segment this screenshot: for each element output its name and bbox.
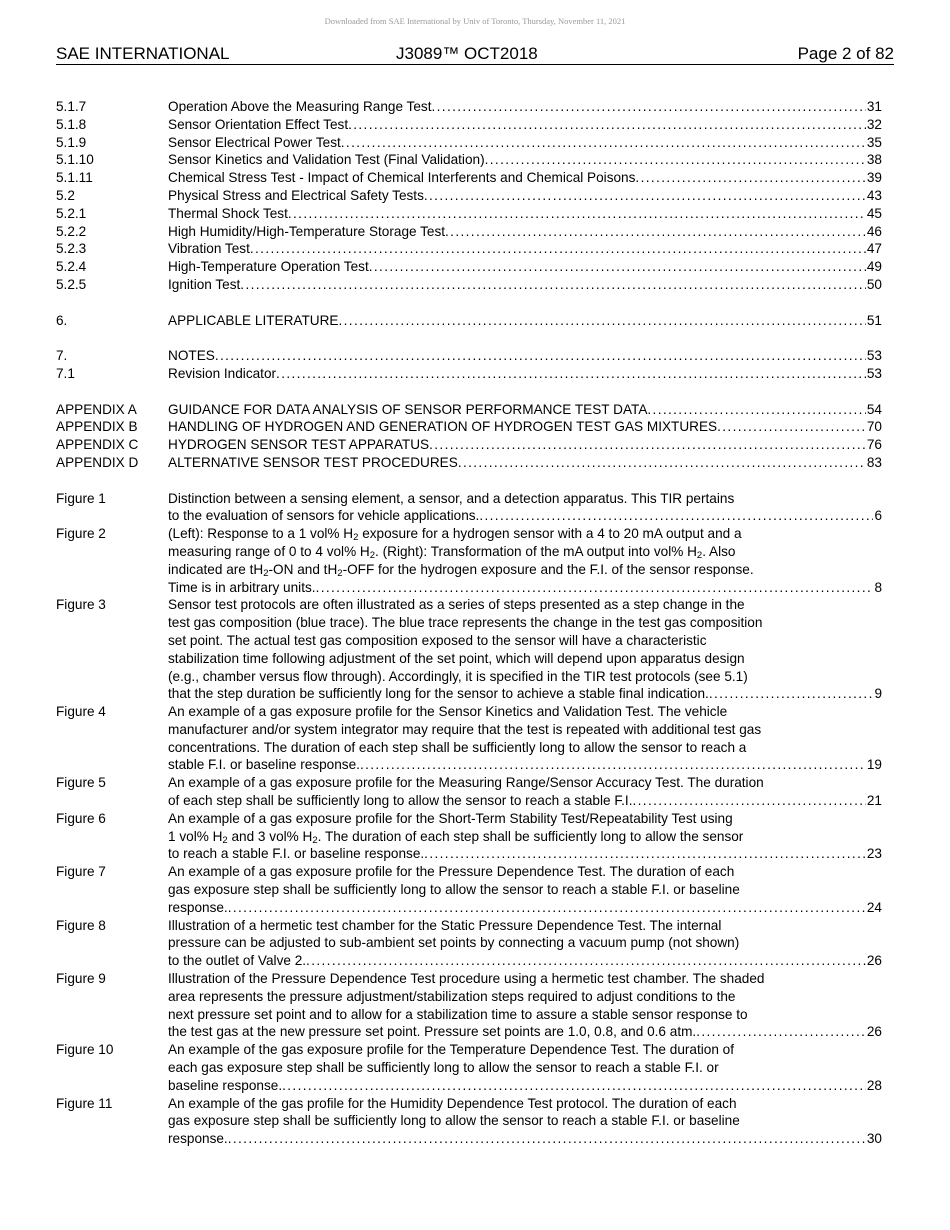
- figure-caption-line: Distinction between a sensing element, a sensor, and a detection apparatus. This TIR pertains: [168, 490, 735, 506]
- toc-row[interactable]: [56, 169, 882, 187]
- figure-page: 19: [866, 757, 882, 773]
- leader-dots: [276, 365, 866, 383]
- toc-page: 45: [866, 205, 882, 221]
- toc-number: 7.: [56, 348, 68, 364]
- leader-dots: [360, 756, 866, 774]
- table-of-contents: [56, 98, 882, 1148]
- toc-row[interactable]: [56, 365, 882, 383]
- figure-caption-line: gas exposure step shall be sufficiently long to allow the sensor to reach a stable F.I. or baseline: [168, 1113, 740, 1129]
- header-org: SAE INTERNATIONAL: [56, 44, 230, 63]
- figure-caption-line: of each step shall be sufficiently long to allow the sensor to reach a stable F.I.: [168, 793, 633, 809]
- leader-dots: [341, 134, 866, 152]
- toc-title: Sensor Kinetics and Validation Test (Final Validation): [168, 152, 485, 168]
- page-header: [56, 44, 894, 65]
- figure-caption-line: set point. The actual test gas composition exposed to the sensor will have a characteristic: [168, 632, 707, 648]
- figure-caption-line: An example of a gas exposure profile for the Short-Term Stability Test/Repeatability Test using: [168, 810, 733, 826]
- leader-dots: [632, 792, 865, 810]
- toc-figure-row[interactable]: [56, 810, 882, 863]
- leader-dots: [709, 685, 874, 703]
- figure-caption-line: stabilization time following adjustment of the set point, which will depend upon apparatus design: [168, 650, 745, 666]
- figure-caption-line: gas exposure step shall be sufficiently long to allow the sensor to reach a stable F.I. or baseline: [168, 882, 740, 898]
- figure-caption-line: the test gas at the new pressure set point. Pressure set points are 1.0, 0.8, and 0.6 atm.: [168, 1024, 697, 1040]
- figure-caption-line: that the step duration be sufficiently long for the sensor to achieve a stable final indication.: [168, 686, 709, 702]
- leader-dots: [424, 845, 866, 863]
- toc-page: 51: [866, 312, 882, 328]
- leader-dots: [429, 436, 866, 454]
- figure-caption-line: response.: [168, 1131, 228, 1147]
- toc-page: 49: [866, 259, 882, 275]
- toc-row[interactable]: [56, 401, 882, 419]
- figure-page: 9: [874, 686, 882, 702]
- toc-page: 35: [866, 134, 882, 150]
- figure-page: 23: [866, 846, 882, 862]
- figure-caption-line: to the outlet of Valve 2.: [168, 953, 307, 969]
- toc-row[interactable]: [56, 205, 882, 223]
- toc-row[interactable]: [56, 223, 882, 241]
- toc-row[interactable]: [56, 347, 882, 365]
- leader-dots: [250, 240, 866, 258]
- toc-title: HYDROGEN SENSOR TEST APPARATUS: [168, 437, 430, 453]
- figure-number: Figure 6: [56, 810, 106, 826]
- leader-dots: [306, 952, 866, 970]
- leader-dots: [424, 187, 866, 205]
- toc-page: 39: [866, 170, 882, 186]
- figure-caption-line: to the evaluation of sensors for vehicle applications.: [168, 508, 480, 524]
- leader-dots: [485, 151, 866, 169]
- toc-title: ALTERNATIVE SENSOR TEST PROCEDURES: [168, 454, 458, 470]
- toc-number: 5.2.4: [56, 259, 87, 275]
- figure-page: 26: [866, 953, 882, 969]
- leader-dots: [635, 169, 865, 187]
- header-page-number: Page 2 of 82: [797, 44, 894, 63]
- figure-number: Figure 2: [56, 526, 106, 542]
- figure-caption-line: next pressure set point and to allow for a stabilization time to assure a stable sensor response to: [168, 1006, 748, 1022]
- leader-dots: [338, 312, 865, 330]
- toc-title: Sensor Electrical Power Test: [168, 134, 341, 150]
- toc-number: 5.2.5: [56, 276, 87, 292]
- leader-dots: [431, 98, 865, 116]
- figure-caption-line: An example of a gas exposure profile for the Sensor Kinetics and Validation Test. The vehicle: [168, 704, 728, 720]
- figure-page: 28: [866, 1077, 882, 1093]
- toc-title: GUIDANCE FOR DATA ANALYSIS OF SENSOR PERFORMANCE TEST DATA: [168, 401, 648, 417]
- figure-number: Figure 11: [56, 1095, 113, 1111]
- figure-page: 26: [866, 1024, 882, 1040]
- leader-dots: [445, 223, 866, 241]
- toc-figure-row[interactable]: [56, 970, 882, 1041]
- toc-page: 46: [866, 223, 882, 239]
- leader-dots: [282, 1077, 866, 1095]
- toc-number: 5.2.1: [56, 205, 87, 221]
- toc-title: High-Temperature Operation Test: [168, 259, 369, 275]
- toc-number: 5.1.7: [56, 99, 87, 114]
- leader-dots: [458, 454, 866, 472]
- toc-page: 31: [866, 99, 882, 114]
- figure-caption-line: test gas composition (blue trace). The blue trace represents the change in the test gas composition: [168, 615, 763, 631]
- toc-figure-row[interactable]: [56, 774, 882, 810]
- toc-title: Physical Stress and Electrical Safety Tests: [168, 187, 424, 203]
- figure-number: Figure 5: [56, 775, 106, 791]
- figure-caption-line: area represents the pressure adjustment/stabilization steps required to adjust conditions to the: [168, 988, 736, 1004]
- toc-row[interactable]: [56, 418, 882, 436]
- figure-number: Figure 8: [56, 917, 106, 933]
- toc-title: Chemical Stress Test - Impact of Chemical Interferents and Chemical Poisons: [168, 170, 636, 186]
- toc-title: High Humidity/High-Temperature Storage Test: [168, 223, 446, 239]
- toc-number: 5.1.10: [56, 152, 94, 168]
- toc-title: Thermal Shock Test: [168, 205, 288, 221]
- leader-dots: [647, 401, 865, 419]
- toc-page: 53: [866, 365, 882, 381]
- leader-dots: [316, 579, 874, 597]
- toc-title: Sensor Orientation Effect Test: [168, 116, 349, 132]
- toc-page: 54: [866, 401, 882, 417]
- figure-page: 21: [866, 793, 882, 809]
- toc-number: APPENDIX A: [56, 401, 137, 417]
- figure-caption-line: Sensor test protocols are often illustrated as a series of steps presented as a step change in the: [168, 597, 745, 613]
- leader-dots: [240, 276, 866, 294]
- leader-dots: [215, 347, 866, 365]
- toc-number: 5.2: [56, 187, 75, 203]
- toc-title: HANDLING OF HYDROGEN AND GENERATION OF HYDROGEN TEST GAS MIXTURES: [168, 419, 718, 435]
- figure-caption-line: (e.g., chamber versus flow through). Accordingly, it is specified in the TIR test protocols (see 5.1): [168, 668, 748, 684]
- download-watermark: Downloaded from SAE International by Univ of Toronto, Thursday, November 11, 2021: [324, 16, 626, 26]
- toc-number: 5.1.8: [56, 116, 87, 132]
- toc-figure-row[interactable]: [56, 525, 882, 596]
- toc-title: NOTES: [168, 348, 215, 364]
- toc-row[interactable]: [56, 276, 882, 294]
- toc-page: 70: [866, 419, 882, 435]
- figure-number: Figure 4: [56, 704, 106, 720]
- figure-caption-line: indicated are $tH_2-ON$ and $tH_2$-OFF for the hydrogen exposure and the F.I. of the sensor response.: [168, 561, 754, 579]
- toc-page: 83: [866, 454, 882, 470]
- toc-number: APPENDIX B: [56, 419, 138, 435]
- toc-figure-row[interactable]: [56, 490, 882, 526]
- toc-page: 50: [866, 276, 882, 292]
- figure-number: Figure 1: [56, 490, 106, 506]
- toc-row[interactable]: [56, 116, 882, 134]
- toc-number: 5.2.2: [56, 223, 87, 239]
- figure-number: Figure 7: [56, 864, 106, 880]
- figure-caption-line: pressure can be adjusted to sub-ambient set points by connecting a vacuum pump (not shown): [168, 935, 740, 951]
- figure-caption-line: baseline response.: [168, 1077, 283, 1093]
- toc-number: APPENDIX D: [56, 454, 139, 470]
- leader-dots: [696, 1023, 866, 1041]
- leader-dots: [228, 899, 866, 917]
- toc-group-sections-5: [56, 98, 882, 294]
- toc-figure-row[interactable]: [56, 917, 882, 970]
- toc-row[interactable]: [56, 151, 882, 169]
- figure-number: Figure 9: [56, 971, 106, 987]
- toc-figure-row[interactable]: [56, 1041, 882, 1094]
- figure-caption-line: response.: [168, 899, 228, 915]
- figure-caption-line: measuring range of 0 to 4 vol% $H_2$. (Right): Transformation of the mA output into vol% $H_2$. Also: [168, 543, 736, 561]
- toc-page: 38: [866, 152, 882, 168]
- toc-row[interactable]: [56, 436, 882, 454]
- toc-page: 47: [866, 241, 882, 257]
- toc-figure-row[interactable]: [56, 1095, 882, 1148]
- toc-title: Revision Indicator: [168, 365, 277, 381]
- toc-row[interactable]: [56, 98, 882, 116]
- figure-caption-line: concentrations. The duration of each step shall be sufficiently long to allow the sensor to reach a: [168, 739, 747, 755]
- toc-figure-row[interactable]: [56, 863, 882, 916]
- toc-page: 53: [866, 348, 882, 364]
- toc-title: APPLICABLE LITERATURE: [168, 312, 339, 328]
- toc-page: 43: [866, 187, 882, 203]
- figure-caption-line: An example of the gas exposure profile for the Temperature Dependence Test. The duration of: [168, 1042, 735, 1058]
- figure-caption-line: manufacturer and/or system integrator may require that the test is repeated with additional test gas: [168, 721, 762, 737]
- figure-page: 6: [874, 508, 882, 524]
- figure-caption-line: An example of a gas exposure profile for the Pressure Dependence Test. The duration of each: [168, 864, 735, 880]
- figure-number: Figure 3: [56, 597, 106, 613]
- toc-page: 76: [866, 437, 882, 453]
- figure-caption-line: Illustration of a hermetic test chamber for the Static Pressure Dependence Test. The internal: [168, 917, 722, 933]
- leader-dots: [479, 507, 873, 525]
- leader-dots: [348, 116, 866, 134]
- toc-title: Operation Above the Measuring Range Test: [168, 99, 432, 114]
- toc-row[interactable]: [56, 258, 882, 276]
- figure-caption-line: Illustration of the Pressure Dependence Test procedure using a hermetic test chamber. The shaded: [168, 971, 765, 987]
- figure-caption-line: each gas exposure step shall be sufficiently long to allow the sensor to reach a stable F.I. or: [168, 1060, 719, 1076]
- figure-caption-line: stable F.I. or baseline response.: [168, 757, 360, 773]
- leader-dots: [717, 418, 866, 436]
- figure-caption-line: (Left): Response to a 1 vol% $H_2$ exposure for a hydrogen sensor with a 4 to 20 mA output and a: [168, 526, 742, 544]
- figure-caption-line: An example of a gas exposure profile for the Measuring Range/Sensor Accuracy Test. The duration: [168, 775, 764, 791]
- toc-number: 6.: [56, 312, 68, 328]
- figure-page: 24: [866, 899, 882, 915]
- toc-page: 32: [866, 116, 882, 132]
- toc-number: 5.2.3: [56, 241, 87, 257]
- figure-number: Figure 10: [56, 1042, 114, 1058]
- toc-row[interactable]: [56, 134, 882, 152]
- toc-title: Ignition Test: [168, 276, 241, 292]
- toc-number: 7.1: [56, 365, 75, 381]
- leader-dots: [288, 205, 866, 223]
- leader-dots: [228, 1130, 866, 1148]
- toc-row[interactable]: [56, 312, 882, 330]
- toc-row[interactable]: [56, 240, 882, 258]
- figure-caption-line: Time is in arbitrary units.: [168, 579, 316, 595]
- figure-caption-line: 1 vol% $H_2$ and 3 vol% $H_2$. The duration of each step shall be sufficiently long to allow the sensor: [168, 828, 744, 846]
- figure-page: 30: [866, 1131, 882, 1147]
- header-doc-id: J3089™ OCT2018: [396, 44, 538, 63]
- toc-title: Vibration Test: [168, 241, 250, 257]
- toc-figure-row[interactable]: [56, 596, 882, 703]
- figure-caption-line: to reach a stable F.I. or baseline response.: [168, 846, 425, 862]
- toc-number: 5.1.11: [56, 170, 93, 186]
- figure-caption-line: An example of the gas profile for the Humidity Dependence Test protocol. The duration of each: [168, 1095, 737, 1111]
- toc-number: 5.1.9: [56, 134, 87, 150]
- toc-row[interactable]: [56, 187, 882, 205]
- toc-row[interactable]: [56, 454, 882, 472]
- figure-page: 8: [874, 579, 882, 595]
- toc-number: APPENDIX C: [56, 437, 139, 453]
- toc-figure-row[interactable]: [56, 703, 882, 774]
- leader-dots: [369, 258, 866, 276]
